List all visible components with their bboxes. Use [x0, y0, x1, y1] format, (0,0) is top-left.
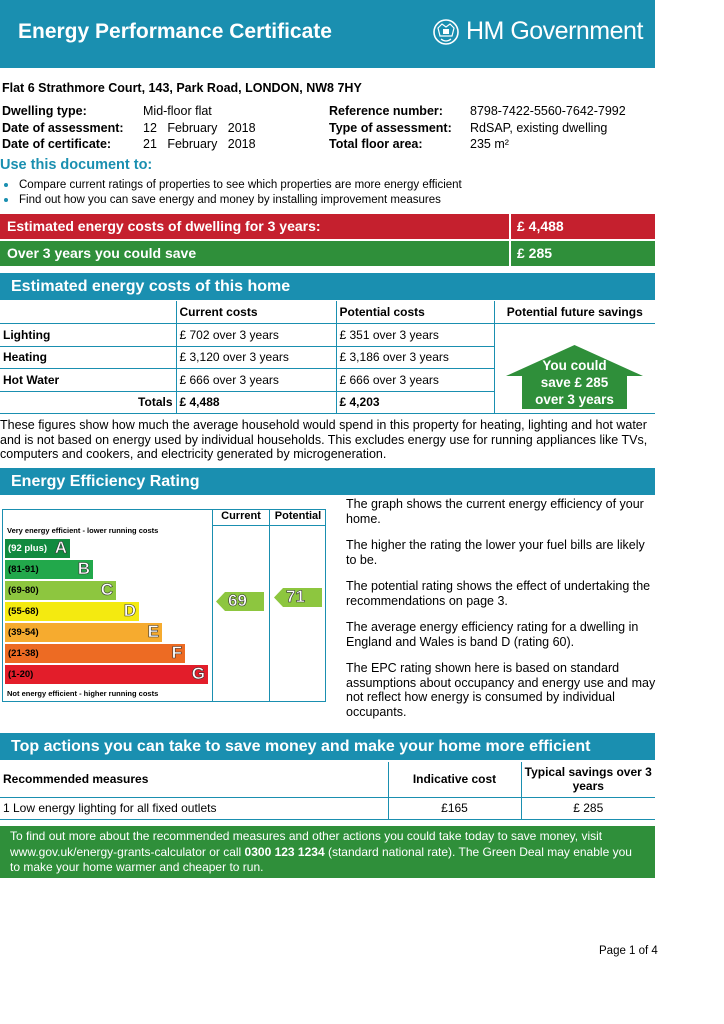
band-letter: C: [100, 580, 113, 599]
band-range: (81-91): [8, 564, 39, 575]
rating-paragraph: The average energy efficiency rating for a dwelling in England and Wales is band D (rating 60).: [346, 620, 639, 649]
rating-paragraph: The EPC rating shown here is based on standard assumptions about occupancy and energy use and may not reflect how energy is consumed by individual occupants.: [346, 661, 656, 719]
date-assessment-value: 12 February 2018: [143, 120, 256, 135]
potential-rating-arrow: [274, 588, 322, 607]
rating-band-g: [5, 665, 208, 684]
rating-paragraph: The potential rating shows the effect of undertaking the recommendations on page 3.: [346, 579, 651, 608]
table-header-cell: Potential future savings: [494, 301, 655, 324]
totals-label: Totals: [0, 391, 176, 414]
table-header-cell: Indicative cost: [388, 762, 521, 797]
costs-section-heading: Estimated energy costs of this home: [0, 273, 655, 300]
details-labels-left: [2, 103, 124, 153]
table-row: [0, 797, 655, 819]
costs-explanation: These figures show how much the average household would spend in this property for heating, lighting and hot water and is not based on energy used by individual households. This excludes energy use for running appliances like TVs, computers and cookers, and electricity generated by microgeneration.: [0, 418, 648, 461]
list-item: Compare current ratings of properties to see which properties are more energy efficient: [4, 178, 462, 193]
potential-rating-value: 71: [286, 587, 305, 606]
current-rating-value: 69: [228, 591, 247, 610]
band-letter: B: [77, 559, 90, 578]
band-letter: D: [123, 601, 136, 620]
savings-line: save £ 285: [540, 375, 609, 390]
potential-column-header: Potential: [274, 510, 322, 522]
rating-explanation: [346, 497, 656, 731]
date-certificate-value: 21 February 2018: [143, 137, 256, 151]
house-savings-text: [506, 357, 643, 408]
current-cost: £ 702 over 3 years: [176, 324, 336, 347]
savings-line: You could: [542, 358, 607, 373]
estimated-cost-value: £ 4,488: [511, 214, 655, 239]
use-document-list: [4, 178, 462, 207]
current-cost: £ 666 over 3 years: [176, 369, 336, 392]
dwelling-type-label: Dwelling type:: [2, 104, 87, 118]
current-rating-arrow: [216, 592, 264, 611]
rating-paragraph: The graph shows the current energy efficiency of your home.: [346, 497, 644, 526]
table-header-cell: Potential costs: [336, 301, 494, 324]
current-cost: £ 3,120 over 3 years: [176, 346, 336, 369]
phone-number: 0300 123 1234: [244, 844, 325, 859]
band-range: (1-20): [8, 669, 34, 680]
header-divider: [212, 525, 326, 526]
assessment-type-label: Type of assessment:: [329, 120, 452, 135]
savings-label: Over 3 years you could save: [0, 241, 509, 266]
measure-cost: £165: [388, 797, 521, 819]
more-info-text: To find out more about the recommended measures and other actions you could take today to save money, visit www.gov.uk/energy-grants-calculator or call: [10, 829, 603, 859]
rating-band-d: [5, 602, 139, 621]
band-letter: F: [171, 643, 182, 662]
rating-band-f: [5, 644, 185, 663]
row-label: Hot Water: [0, 369, 176, 392]
savings-line: over 3 years: [535, 392, 614, 407]
rating-band-a: [5, 539, 70, 558]
more-info-box: [0, 826, 655, 878]
table-header-cell: Typical savings over 3 years: [521, 762, 655, 797]
date-assessment-label: Date of assessment:: [2, 120, 124, 135]
measure-savings: £ 285: [521, 797, 655, 819]
column-divider: [212, 509, 213, 702]
potential-cost: £ 351 over 3 years: [336, 324, 494, 347]
row-label: Lighting: [0, 324, 176, 347]
band-letter: G: [191, 664, 205, 683]
totals-potential: £ 4,203: [336, 391, 494, 414]
totals-current: £ 4,488: [176, 391, 336, 414]
rating-section-heading: Energy Efficiency Rating: [0, 468, 655, 495]
page-title: Energy Performance Certificate: [18, 20, 332, 43]
royal-crest-icon: [430, 18, 462, 46]
band-range: (55-68): [8, 606, 39, 617]
savings-value: £ 285: [511, 241, 655, 266]
potential-cost: £ 666 over 3 years: [336, 369, 494, 392]
estimated-cost-label: Estimated energy costs of dwelling for 3 years:: [0, 214, 509, 239]
column-divider: [269, 509, 270, 702]
property-address: Flat 6 Strathmore Court, 143, Park Road, LONDON, NW8 7HY: [2, 81, 362, 95]
table-header-cell: [0, 301, 176, 324]
rating-paragraph: The higher the rating the lower your fuel bills are likely to be.: [346, 538, 645, 567]
table-header-cell: Recommended measures: [0, 762, 388, 797]
table-header-cell: Current costs: [176, 301, 336, 324]
dwelling-type-value: Mid-floor flat: [143, 104, 212, 118]
measure-name: 1 Low energy lighting for all fixed outlets: [0, 797, 388, 819]
band-letter: E: [147, 622, 159, 641]
header-banner: [0, 0, 655, 68]
use-document-heading: Use this document to:: [0, 157, 153, 173]
band-range: (69-80): [8, 585, 39, 596]
band-range: (39-54): [8, 627, 39, 638]
floor-area-label: Total floor area:: [329, 137, 423, 151]
current-column-header: Current: [221, 510, 261, 522]
details-labels-right: [329, 103, 452, 153]
inefficient-note: Not energy efficient - higher running costs: [7, 689, 159, 698]
more-info-text-end: (standard national rate). The Green Deal may enable you to make your home warmer and cheaper to run.: [10, 844, 632, 874]
actions-section-heading: Top actions you can take to save money and make your home more efficient: [0, 733, 655, 760]
floor-area-value: 235 m²: [470, 137, 509, 151]
reference-label: Reference number:: [329, 104, 443, 118]
rating-band-e: [5, 623, 162, 642]
rating-band-c: [5, 581, 116, 600]
date-certificate-label: Date of certificate:: [2, 137, 112, 151]
row-label: Heating: [0, 346, 176, 369]
actions-table: [0, 762, 655, 820]
efficient-note: Very energy efficient - lower running costs: [7, 526, 159, 535]
table-header-row: [0, 762, 655, 797]
band-range: (92 plus): [8, 543, 48, 554]
hm-government-logo: HM Government: [466, 17, 643, 45]
reference-value: 8798-7422-5560-7642-7992: [470, 104, 626, 118]
band-range: (21-38): [8, 648, 39, 659]
page-number: Page 1 of 4: [599, 945, 658, 957]
details-values-right: [470, 103, 626, 153]
table-row: [0, 324, 655, 347]
band-letter: A: [54, 538, 67, 557]
list-item: Find out how you can save energy and money by installing improvement measures: [4, 193, 462, 208]
assessment-type-value: RdSAP, existing dwelling: [470, 120, 608, 135]
table-header-row: [0, 301, 655, 324]
rating-band-b: [5, 560, 93, 579]
potential-cost: £ 3,186 over 3 years: [336, 346, 494, 369]
details-values-left: [143, 103, 256, 153]
